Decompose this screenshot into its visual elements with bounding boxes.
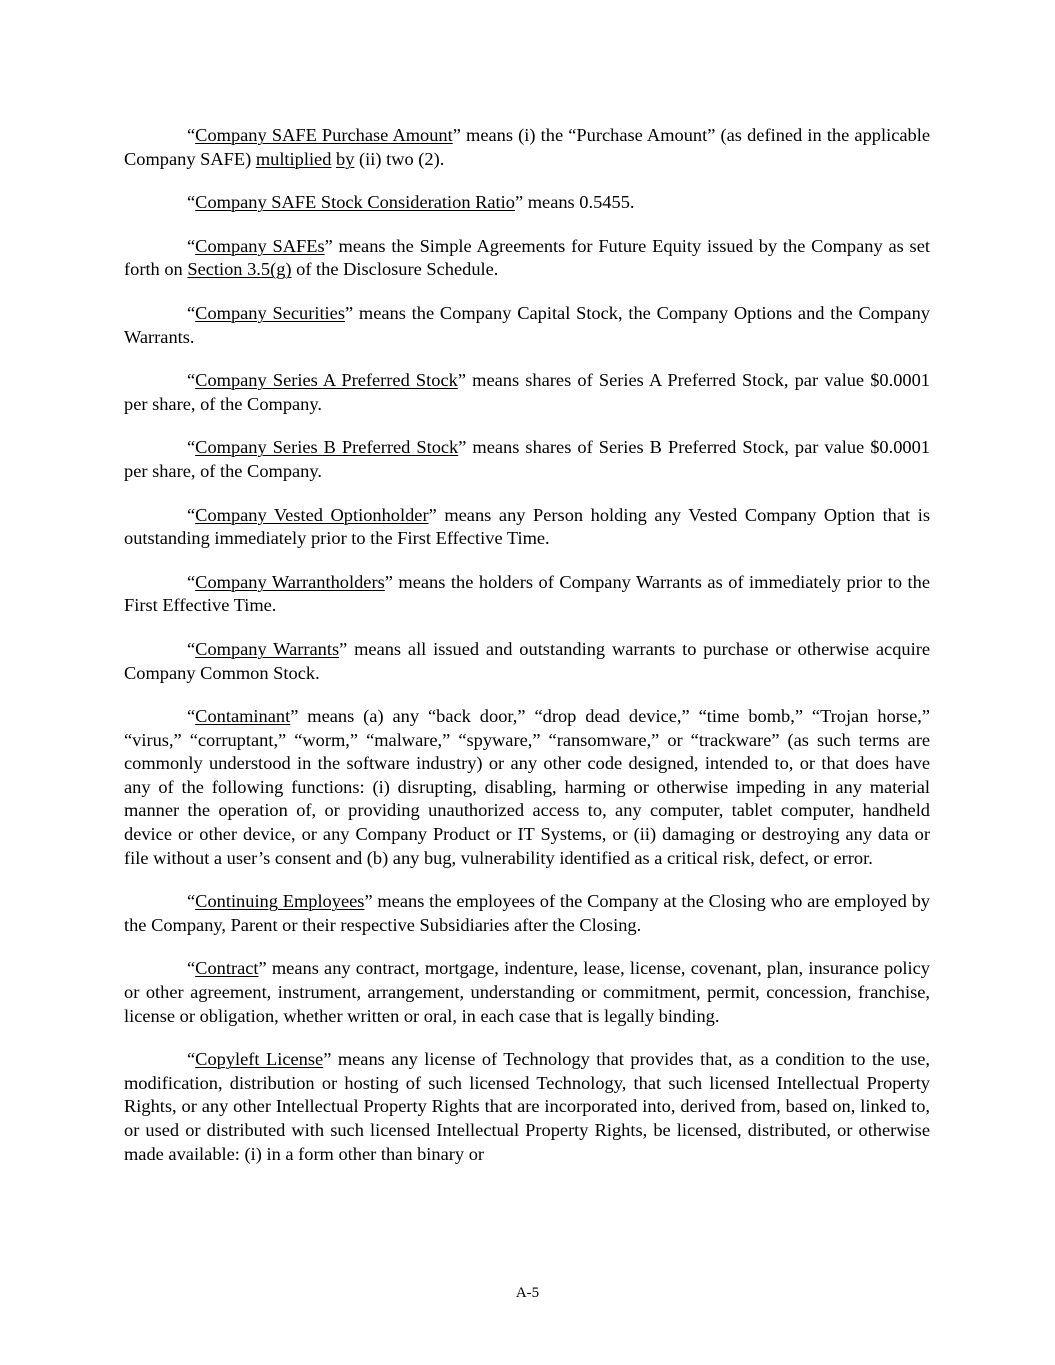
definition-contract: “Contract” means any contract, mortgage, indenture, lease, license, covenant, plan, insurance policy or other agreement, instrument, arrangement, understanding or commitment, permit, concession, franchise, license or obligation, whether written or oral, in each case that is legally binding. — [124, 958, 930, 1026]
defined-term: Company SAFEs — [195, 235, 325, 256]
defined-term: Company Securities — [195, 302, 345, 323]
defined-term: Contract — [195, 958, 259, 979]
definitions-body — [124, 124, 930, 1186]
definition-company-warrants: “Company Warrants” means all issued and outstanding warrants to purchase or otherwise acquire Company Common Stock. — [124, 638, 931, 683]
definition-company-safes: “Company SAFEs” means the Simple Agreements for Future Equity issued by the Company as set forth on Section 3.5(g) of the Disclosure Schedule. — [124, 235, 930, 280]
defined-term: Contaminant — [195, 706, 291, 727]
defined-term: Company Warrants — [195, 638, 340, 659]
definition-company-series-b-preferred-stock: “Company Series B Preferred Stock” means shares of Series B Preferred Stock, par value $0.0001 per share, of the Company. — [124, 437, 930, 481]
definition-company-warrantholders: “Company Warrantholders” means the holders of Company Warrants as of immediately prior to the First Effective Time. — [124, 571, 931, 616]
defined-term: Company Series B Preferred Stock — [195, 437, 459, 458]
defined-term: Company SAFE Purchase Amount — [195, 125, 453, 145]
section-reference: Section 3.5(g) — [187, 259, 292, 280]
definition-company-securities: “Company Securities” means the Company Capital Stock, the Company Options and the Company Warrants. — [124, 302, 930, 347]
definition-company-safe-purchase-amount: “Company SAFE Purchase Amount” means (i) the “Purchase Amount” (as defined in the applicable Company SAFE) multiplied by (ii) two (2). — [124, 125, 930, 169]
definition-copyleft-license: “Copyleft License” means any license of Technology that provides that, as a condition to the use, modification, distribution or hosting of such licensed Technology, that such licensed Intellectual Property Rights, or any other Intellectual Property Rights that are incorporated into, derived from, based on, linked to, or used or distributed with such licensed Intellectual Property Rights, be licensed, distributed, or otherwise made available: (i) in a form other than binary or — [124, 1049, 930, 1164]
page-number: A-5 — [515, 1285, 540, 1301]
definition-company-series-a-preferred-stock: “Company Series A Preferred Stock” means shares of Series A Preferred Stock, par value $0.0001 per share, of the Company. — [124, 370, 930, 414]
definition-company-vested-optionholder: “Company Vested Optionholder” means any Person holding any Vested Company Option that is outstanding immediately prior to the First Effective Time. — [124, 504, 930, 549]
definition-contaminant: “Contaminant” means (a) any “back door,” “drop dead device,” “time bomb,” “Trojan horse,” “virus,” “corruptant,” “worm,” “malware,” “spyware,” “ransomware,” or “trackware” (as such terms are commonly understood in the software industry) or any other code designed, intended to, or that does have any of the following functions: (i) disrupting, disabling, harming or otherwise impeding in any material manner the operation of, or providing unauthorized access to, any computer, tablet computer, handheld device or other device, or any Company Product or IT Systems, or (ii) damaging or destroying any data or file without a user’s consent and (b) any bug, vulnerability identified as a critical risk, defect, or error. — [124, 706, 930, 868]
definition-company-safe-stock-consideration-ratio: “Company SAFE Stock Consideration Ratio” means 0.5455. — [187, 192, 635, 213]
defined-term: Company SAFE Stock Consideration Ratio — [195, 192, 515, 213]
defined-term: Copyleft License — [195, 1049, 324, 1070]
defined-term: Company Series A Preferred Stock — [195, 370, 458, 391]
defined-term: Continuing Employees — [195, 891, 365, 912]
definition-continuing-employees: “Continuing Employees” means the employees of the Company at the Closing who are employed by the Company, Parent or their respective Subsidiaries after the Closing. — [124, 891, 930, 935]
defined-term: Company Vested Optionholder — [195, 504, 429, 525]
defined-term: Company Warrantholders — [195, 571, 385, 592]
